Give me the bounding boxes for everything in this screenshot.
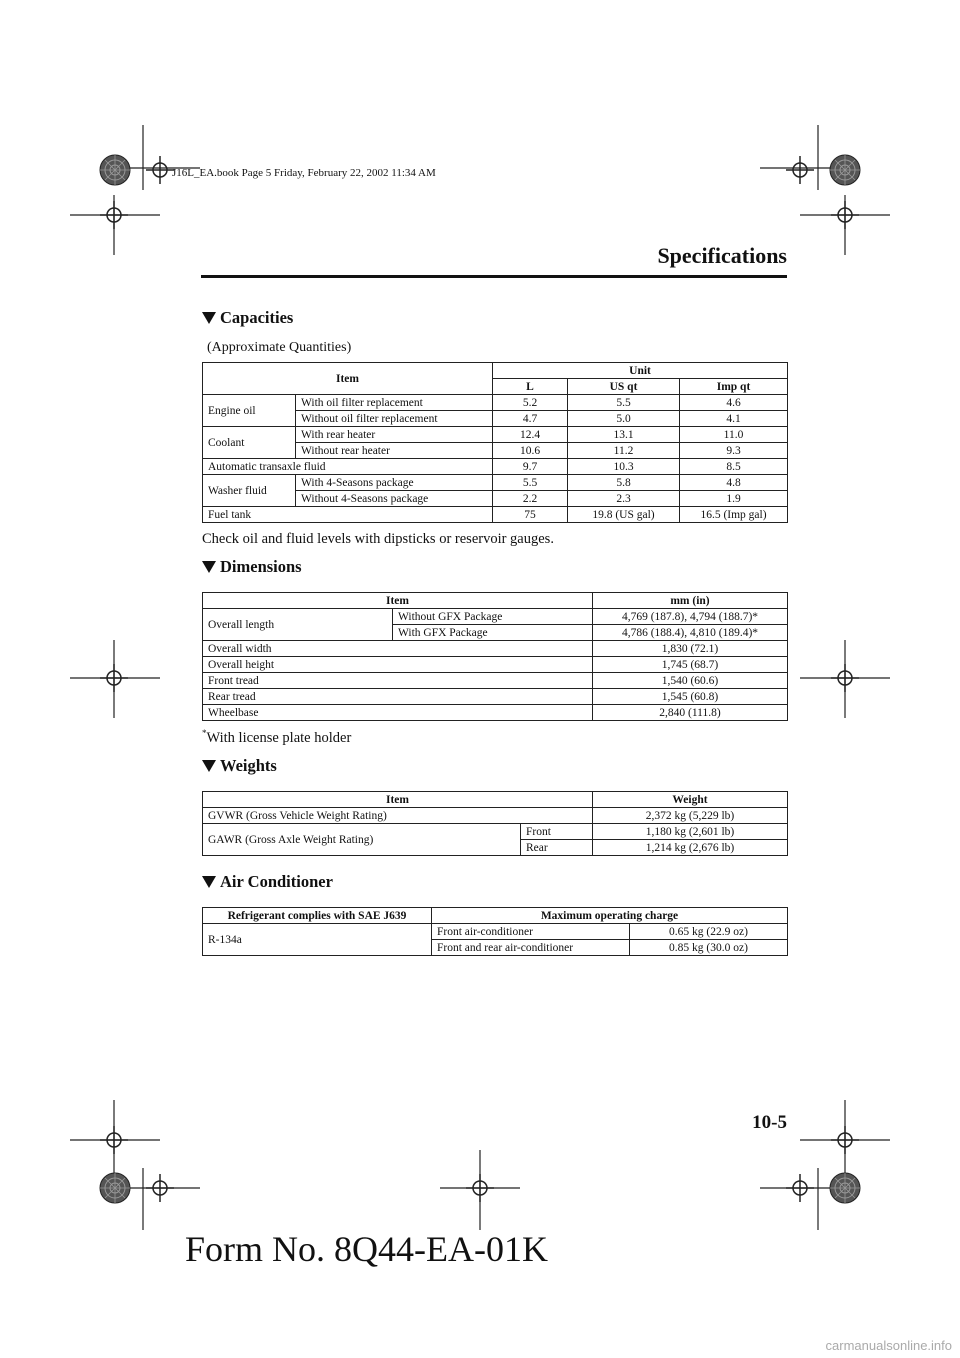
item-cell: Front tread xyxy=(203,673,593,689)
header-mm: mm (in) xyxy=(593,593,788,609)
table-row xyxy=(203,808,788,824)
dimensions-heading: Dimensions xyxy=(202,557,302,577)
form-number: Form No. 8Q44-EA-01K xyxy=(185,1229,548,1269)
value-cell: 11.2 xyxy=(568,443,680,459)
table-row xyxy=(203,824,788,840)
value-cell: 5.5 xyxy=(568,395,680,411)
sub-item-cell: With rear heater xyxy=(296,427,493,443)
item-cell: Overall width xyxy=(203,641,593,657)
value-cell: 5.8 xyxy=(568,475,680,491)
sub-item-cell: Front xyxy=(521,824,593,840)
item-cell: GAWR (Gross Axle Weight Rating) xyxy=(203,824,521,856)
sub-item-cell: With GFX Package xyxy=(393,625,593,641)
value-cell: 0.65 kg (22.9 oz) xyxy=(630,924,788,940)
value-cell: 13.1 xyxy=(568,427,680,443)
value-cell: 1.9 xyxy=(680,491,788,507)
value-cell: 10.6 xyxy=(493,443,568,459)
value-cell: 4,769 (187.8), 4,794 (188.7)* xyxy=(593,609,788,625)
dimensions-footnote: *With license plate holder xyxy=(202,728,352,746)
table-header-row xyxy=(203,908,788,924)
value-cell: 2,372 kg (5,229 lb) xyxy=(593,808,788,824)
page-number: 10-5 xyxy=(752,1112,787,1133)
triangle-marker-icon xyxy=(202,876,216,888)
air-conditioner-table xyxy=(202,907,788,956)
sub-item-cell: Rear xyxy=(521,840,593,856)
table-header-row xyxy=(203,363,788,379)
value-cell: 2.3 xyxy=(568,491,680,507)
value-cell: 2.2 xyxy=(493,491,568,507)
value-cell: 5.5 xyxy=(493,475,568,491)
triangle-marker-icon xyxy=(202,760,216,772)
table-row xyxy=(203,705,788,721)
item-cell: R-134a xyxy=(203,924,432,956)
capacities-table xyxy=(202,362,788,523)
value-cell: 2,840 (111.8) xyxy=(593,705,788,721)
table-row xyxy=(203,395,788,411)
item-cell: GVWR (Gross Vehicle Weight Rating) xyxy=(203,808,593,824)
value-cell: 4.6 xyxy=(680,395,788,411)
value-cell: 1,180 kg (2,601 lb) xyxy=(593,824,788,840)
value-cell: 19.8 (US gal) xyxy=(568,507,680,523)
table-row xyxy=(203,657,788,673)
value-cell: 0.85 kg (30.0 oz) xyxy=(630,940,788,956)
table-row xyxy=(203,507,788,523)
book-info: J16L_EA.book Page 5 Friday, February 22, 2002 11:34 AM xyxy=(172,167,436,179)
item-cell: Washer fluid xyxy=(203,475,296,507)
sub-item-cell: With 4-Seasons package xyxy=(296,475,493,491)
table-header-row xyxy=(203,593,788,609)
value-cell: 4,786 (188.4), 4,810 (189.4)* xyxy=(593,625,788,641)
item-cell: Wheelbase xyxy=(203,705,593,721)
weights-heading: Weights xyxy=(202,756,277,776)
triangle-marker-icon xyxy=(202,312,216,324)
header-refrigerant: Refrigerant complies with SAE J639 xyxy=(203,908,432,924)
header-rule xyxy=(201,275,787,278)
table-row xyxy=(203,609,788,625)
table-row xyxy=(203,641,788,657)
value-cell: 10.3 xyxy=(568,459,680,475)
header-charge: Maximum operating charge xyxy=(432,908,788,924)
item-cell: Coolant xyxy=(203,427,296,459)
item-cell: Rear tread xyxy=(203,689,593,705)
item-cell: Engine oil xyxy=(203,395,296,427)
sub-item-cell: Without 4-Seasons package xyxy=(296,491,493,507)
value-cell: 1,745 (68.7) xyxy=(593,657,788,673)
table-row xyxy=(203,673,788,689)
capacities-note: (Approximate Quantities) xyxy=(207,340,352,355)
capacities-footnote-text: Check oil and fluid levels with dipsticks or reservoir gauges. xyxy=(202,531,554,547)
item-cell: Fuel tank xyxy=(203,507,493,523)
header-us-qt: US qt xyxy=(568,379,680,395)
item-cell: Overall height xyxy=(203,657,593,673)
header-unit: Unit xyxy=(493,363,788,379)
value-cell: 4.1 xyxy=(680,411,788,427)
value-cell: 16.5 (Imp gal) xyxy=(680,507,788,523)
chapter-title: Specifications xyxy=(657,243,787,268)
header-item: Item xyxy=(203,792,593,808)
item-cell: Overall length xyxy=(203,609,393,641)
value-cell: 75 xyxy=(493,507,568,523)
capacities-heading: Capacities xyxy=(202,308,293,328)
value-cell: 1,545 (60.8) xyxy=(593,689,788,705)
sub-item-cell: Without rear heater xyxy=(296,443,493,459)
value-cell: 4.8 xyxy=(680,475,788,491)
value-cell: 8.5 xyxy=(680,459,788,475)
value-cell: 5.0 xyxy=(568,411,680,427)
value-cell: 1,830 (72.1) xyxy=(593,641,788,657)
triangle-marker-icon xyxy=(202,561,216,573)
value-cell: 9.3 xyxy=(680,443,788,459)
header-imp-qt: Imp qt xyxy=(680,379,788,395)
value-cell: 5.2 xyxy=(493,395,568,411)
watermark: carmanualsonline.info xyxy=(825,1338,952,1353)
header-weight: Weight xyxy=(593,792,788,808)
value-cell: 4.7 xyxy=(493,411,568,427)
weights-table xyxy=(202,791,788,856)
value-cell: 9.7 xyxy=(493,459,568,475)
table-row xyxy=(203,475,788,491)
value-cell: 1,540 (60.6) xyxy=(593,673,788,689)
sub-item-cell: Front air-conditioner xyxy=(432,924,630,940)
sub-item-cell: Without GFX Package xyxy=(393,609,593,625)
dimensions-table xyxy=(202,592,788,721)
air-conditioner-heading: Air Conditioner xyxy=(202,872,333,892)
table-row xyxy=(203,427,788,443)
sub-item-cell: Front and rear air-conditioner xyxy=(432,940,630,956)
table-row xyxy=(203,459,788,475)
item-cell: Automatic transaxle fluid xyxy=(203,459,493,475)
value-cell: 11.0 xyxy=(680,427,788,443)
sub-item-cell: Without oil filter replacement xyxy=(296,411,493,427)
value-cell: 1,214 kg (2,676 lb) xyxy=(593,840,788,856)
table-header-row xyxy=(203,792,788,808)
header-item: Item xyxy=(203,593,593,609)
table-row xyxy=(203,924,788,940)
header-item: Item xyxy=(203,363,493,395)
table-row xyxy=(203,689,788,705)
header-l: L xyxy=(493,379,568,395)
value-cell: 12.4 xyxy=(493,427,568,443)
sub-item-cell: With oil filter replacement xyxy=(296,395,493,411)
